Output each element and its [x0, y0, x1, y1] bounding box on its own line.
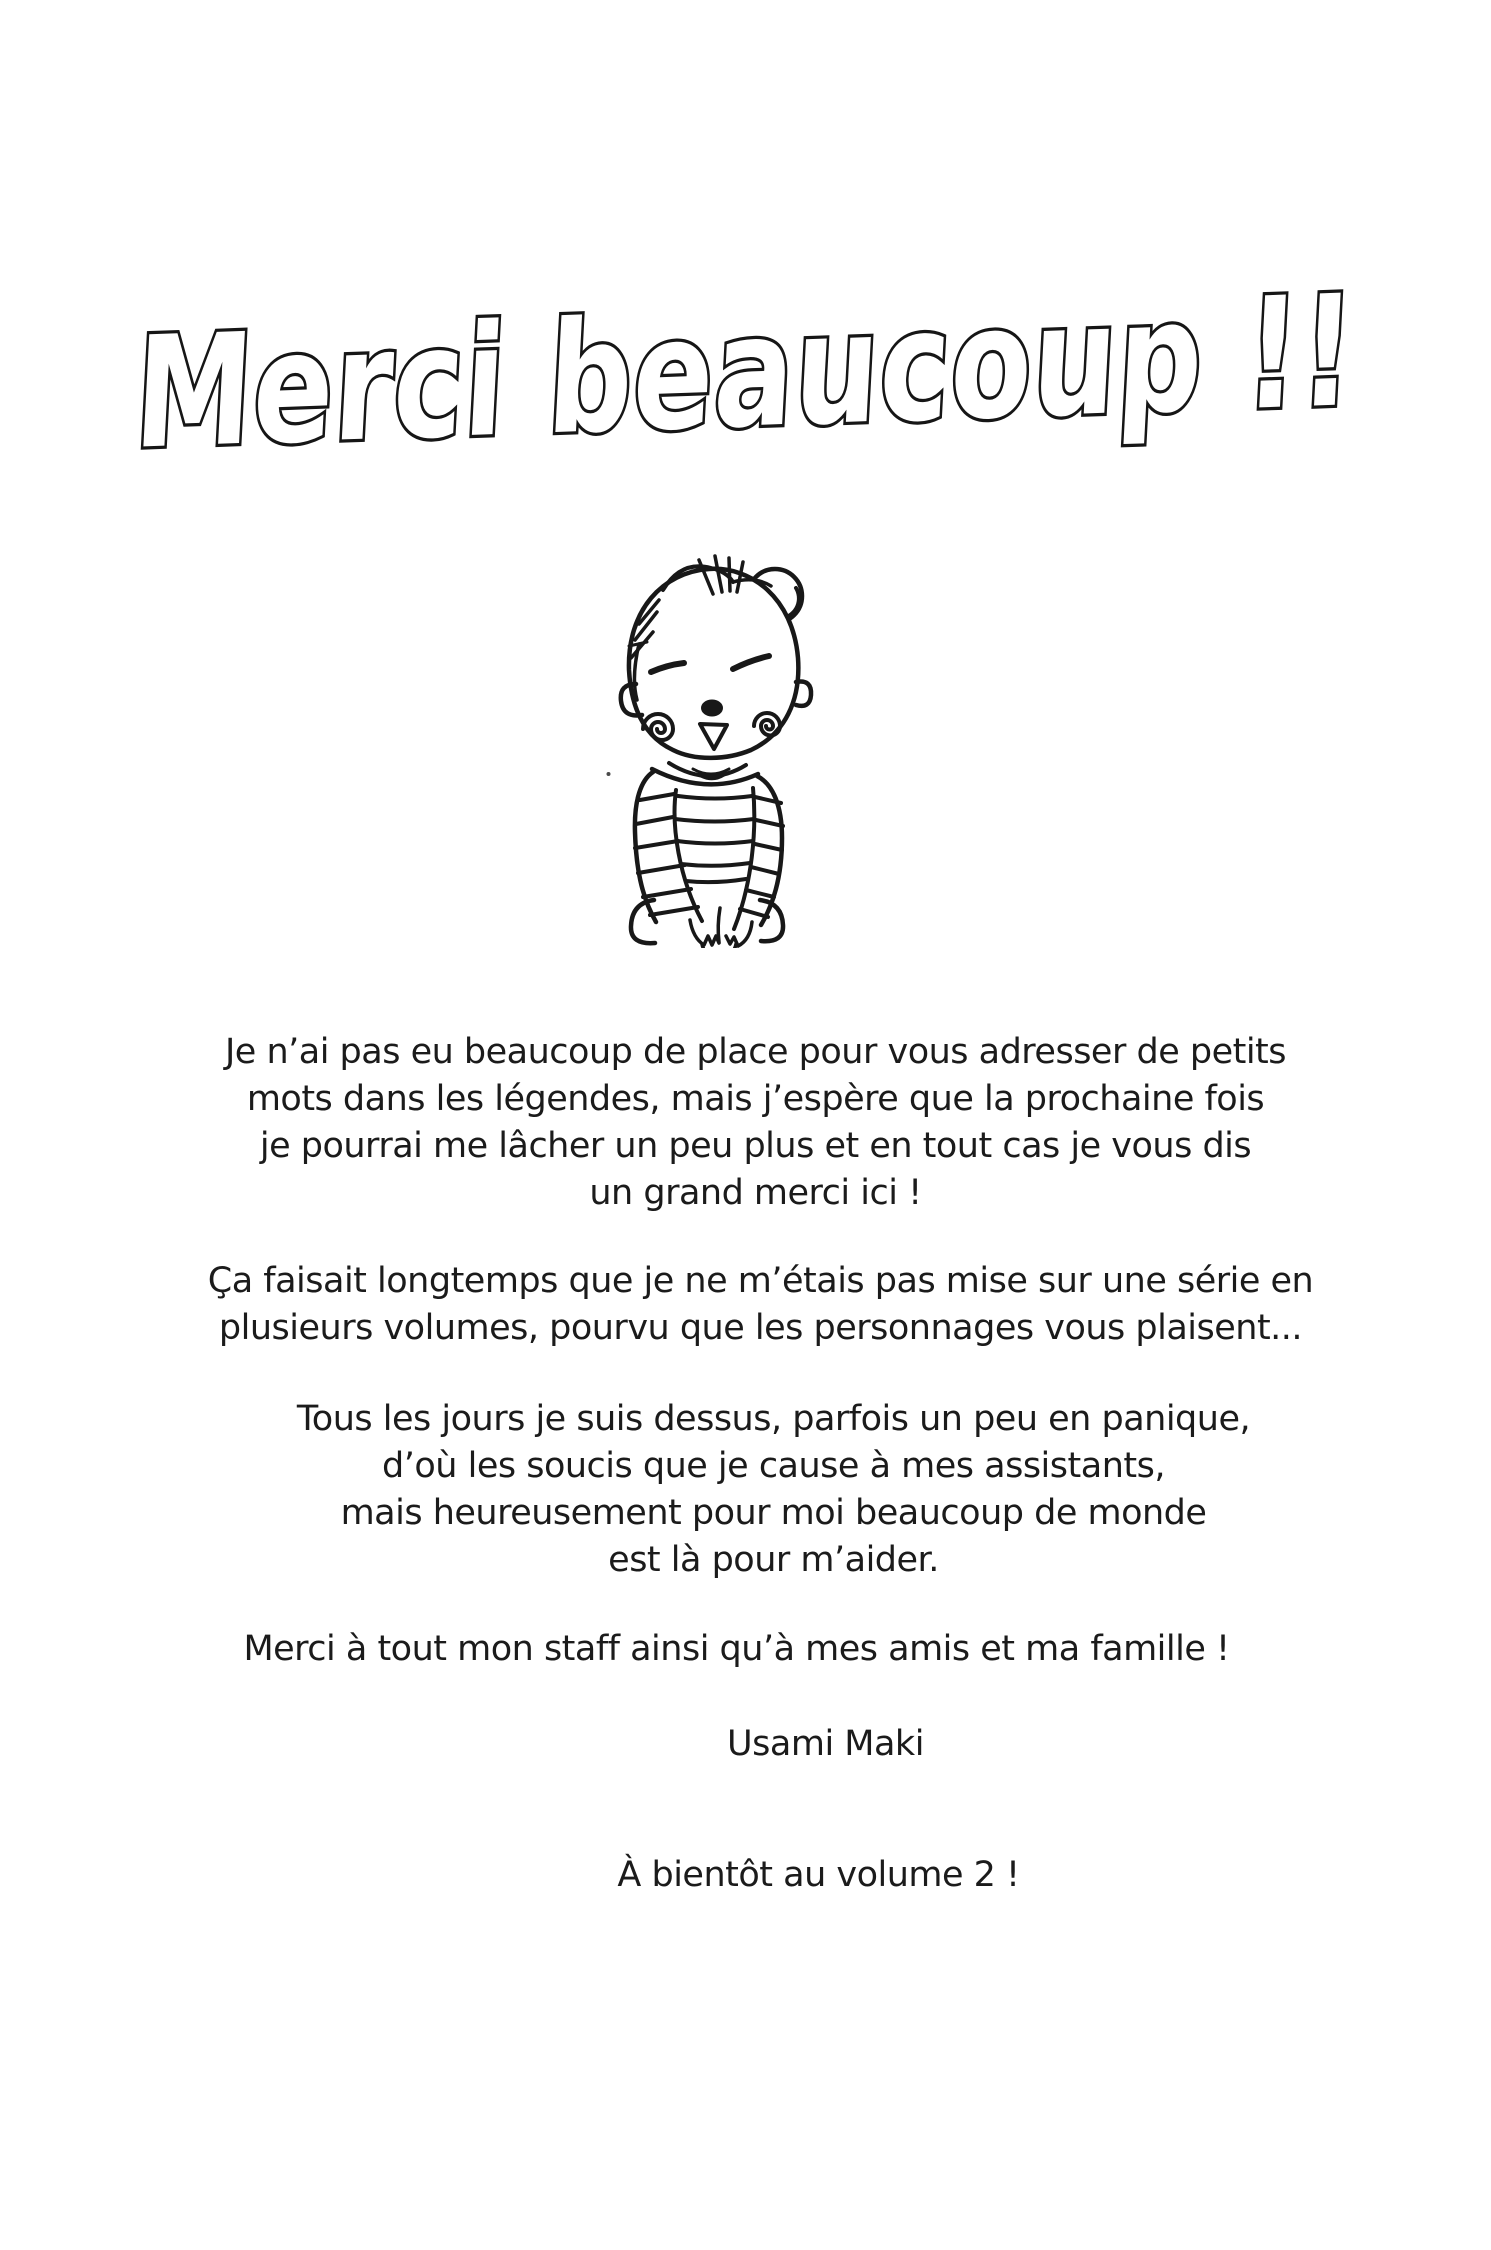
paragraph-2 — [15, 1258, 1491, 1352]
text-line: Ça faisait longtemps que je ne m’étais pas mise sur une série en — [207, 1261, 1314, 1301]
paragraph-1 — [10, 1029, 1491, 1217]
text-line: Tous les jours je suis dessus, parfois un peu en panique, — [296, 1399, 1251, 1439]
paragraph-4 — [0, 1626, 1482, 1673]
paragraph-3 — [28, 1396, 1491, 1584]
author-signature: Usami Maki — [727, 1724, 924, 1764]
title-text: Merci beaucoup !! — [130, 260, 1361, 484]
text-line: est là pour m’aider. — [608, 1540, 939, 1580]
text-line: mots dans les légendes, mais j’espère que la prochaine fois — [246, 1079, 1265, 1119]
page-title — [0, 260, 1491, 484]
text-line: un grand merci ici ! — [589, 1173, 922, 1213]
text-line: d’où les soucis que je cause à mes assistants, — [382, 1446, 1165, 1486]
text-line: mais heureusement pour moi beaucoup de monde — [340, 1493, 1207, 1533]
closing-line: À bientôt au volume 2 ! — [617, 1855, 1020, 1895]
chibi-character-drawing — [605, 548, 815, 948]
text-line: Je n’ai pas eu beaucoup de place pour vous adresser de petits — [224, 1032, 1287, 1072]
text-line: plusieurs volumes, pourvu que les personnages vous plaisent... — [218, 1308, 1303, 1348]
chibi-author-illustration — [605, 548, 815, 948]
text-line: Merci à tout mon staff ainsi qu’à mes amis et ma famille ! — [243, 1629, 1230, 1669]
text-line: je pourrai me lâcher un peu plus et en tout cas je vous dis — [259, 1126, 1252, 1166]
